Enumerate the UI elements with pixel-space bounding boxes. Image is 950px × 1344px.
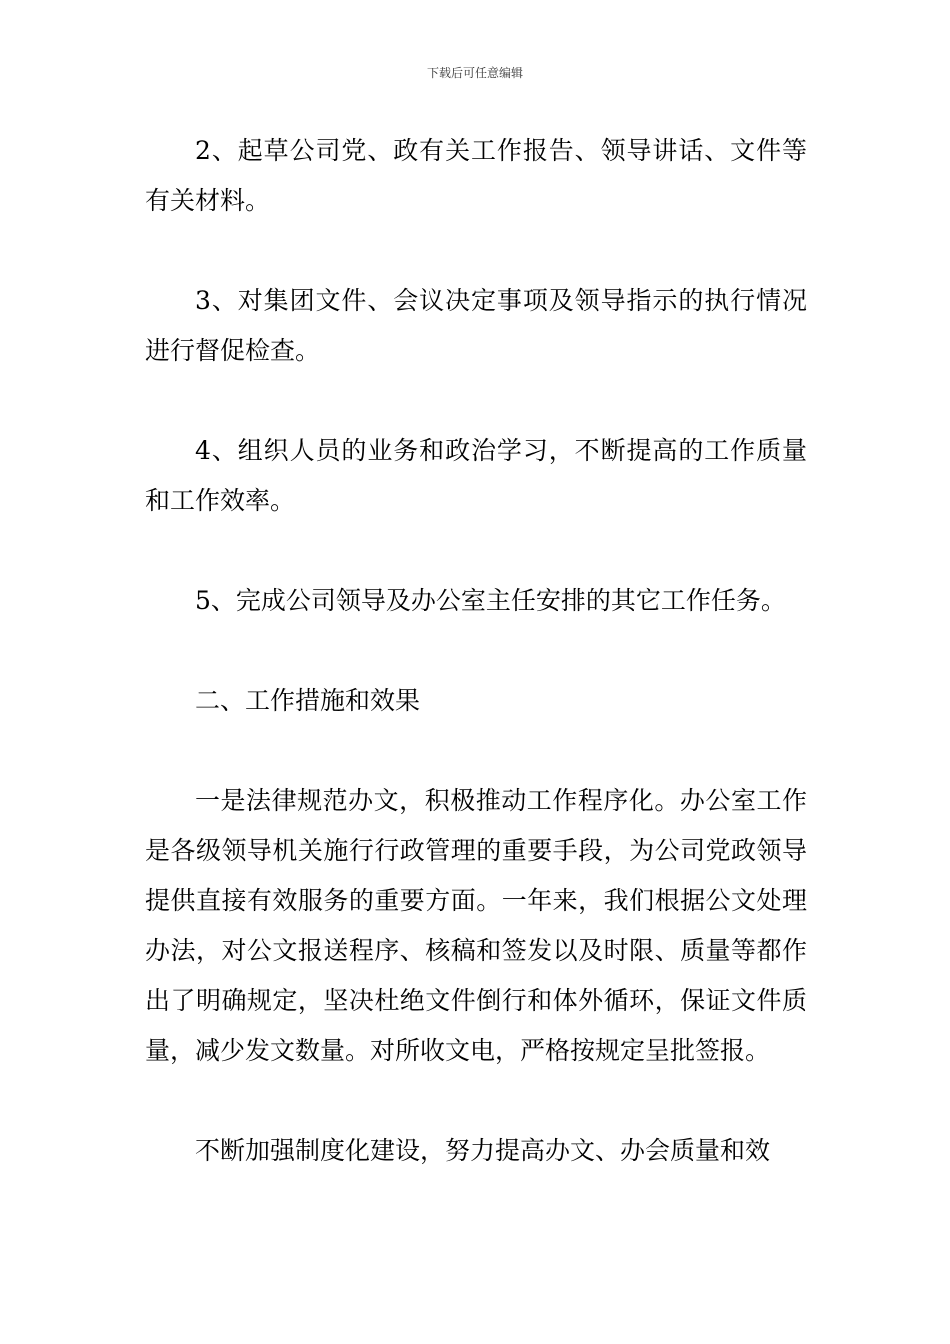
paragraph-gap [145, 726, 807, 776]
paragraph-gap [145, 1076, 807, 1126]
paragraph-gap [145, 626, 807, 676]
paragraph-item-3: 3、对集团文件、会议决定事项及领导指示的执行情况进行督促检查。 [145, 286, 807, 365]
document-body [145, 126, 807, 1176]
section-heading: 二、工作措施和效果 [195, 686, 421, 715]
paragraph-measure-1: 一是法律规范办文，积极推动工作程序化。办公室工作是各级领导机关施行行政管理的重要手段，为公司党政领导提供直接有效服务的重要方面。一年来，我们根据公文处理办法，对公文报送程序、核稿和签发以及时限、质量等都作出了明确规定，坚决杜绝文件倒行和体外循环，保证文件质量，减少发文数量。对所收文电，严格按规定呈批签报。 [145, 786, 807, 1065]
paragraph-gap [145, 226, 807, 276]
paragraph-gap [145, 526, 807, 576]
paragraph-measure-2: 不断加强制度化建设，努力提高办文、办会质量和效 [195, 1136, 771, 1165]
paragraph-item-4: 4、组织人员的业务和政治学习，不断提高的工作质量和工作效率。 [145, 436, 807, 515]
page-header: 下载后可任意编辑 [426, 66, 523, 80]
paragraph-gap [145, 376, 807, 426]
paragraph-item-5: 5、完成公司领导及办公室主任安排的其它工作任务。 [195, 586, 786, 615]
paragraph-item-2: 2、起草公司党、政有关工作报告、领导讲话、文件等有关材料。 [145, 136, 807, 215]
